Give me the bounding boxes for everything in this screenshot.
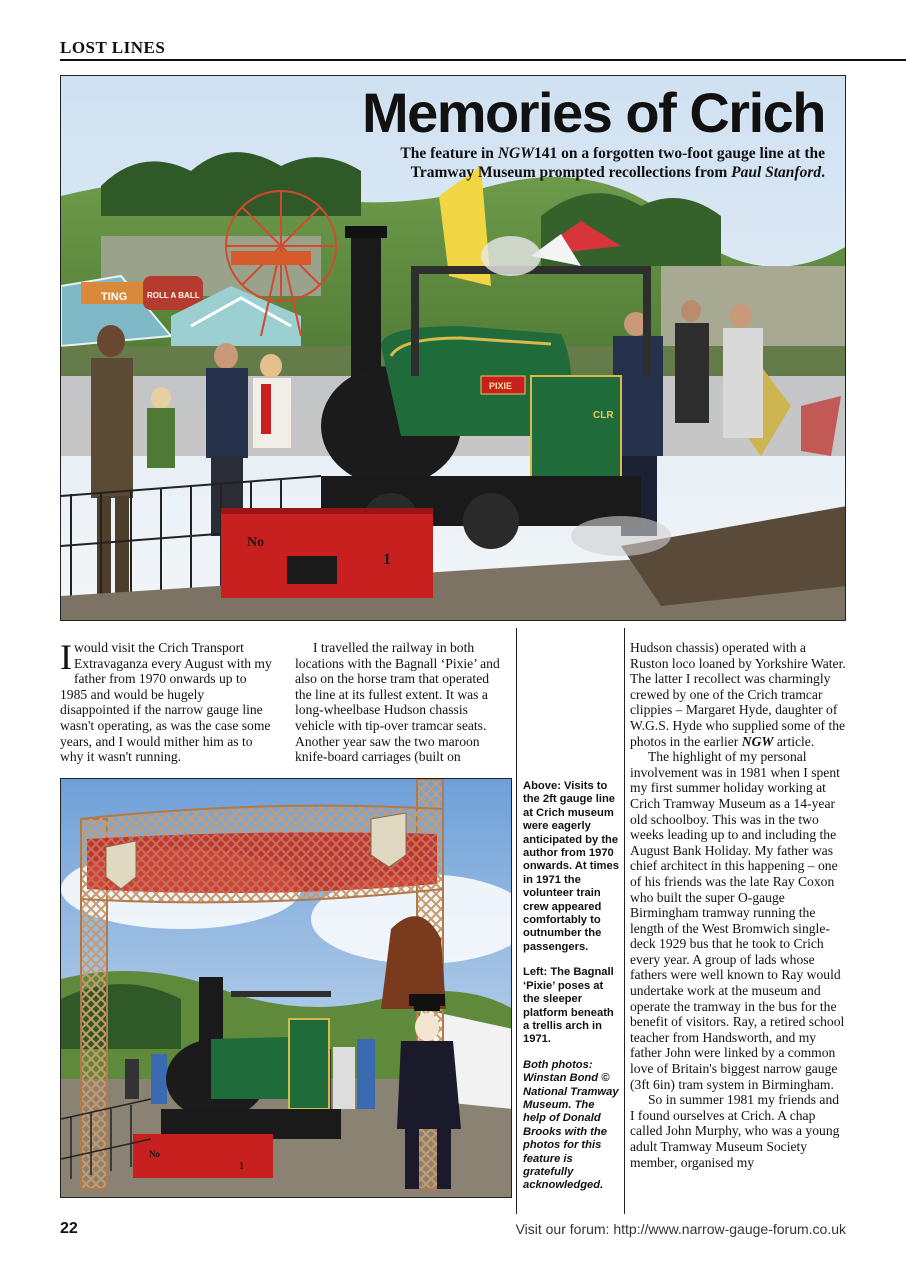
hero-photo bbox=[60, 75, 846, 621]
loco-side-lettering: CLR bbox=[593, 410, 614, 421]
forum-link[interactable]: Visit our forum: http://www.narrow-gauge-forum.co.uk bbox=[515, 1221, 846, 1237]
photo-captions bbox=[523, 780, 620, 1205]
paragraph: So in summer 1981 my friends and I found ourselves at Crich. A chap called John Murphy, who was a young adult Tramway Museum Society member, organised my bbox=[630, 1092, 840, 1170]
section-rule bbox=[60, 59, 906, 61]
paragraph bbox=[60, 637, 276, 765]
section-label: LOST LINES bbox=[60, 38, 166, 57]
article-title: Memories of Crich bbox=[361, 81, 825, 144]
standfirst-mag: NGW bbox=[497, 145, 534, 162]
page-number: 22 bbox=[60, 1220, 78, 1237]
drop-cap: I bbox=[60, 637, 72, 677]
paragraph: The highlight of my personal involvement was in 1981 when I spent my first summer holiday working at Crich Tramway Museum as a 14-year old schoolboy. This was in the two weeks leading up to and including the August Bank Holiday. My father was chief architect in this happening – one of his friends was the late Ray Coxon who built the super O-gauge Birmingham tramway running the length of the West Bromwich single-deck 1929 bus that he took to Crich every year. A group of lads whose fathers were well known to Ray would undertake work at the museum and operate the tramway in the bus for the benefit of visitors. Ray, a retired school teacher from Handsworth, and my father John were linked by a common love of Britain's biggest narrow gauge (3ft 6in) tram system in Birmingham. bbox=[630, 749, 845, 1092]
trellis-arch-illustration bbox=[61, 779, 512, 1198]
column-rule-left bbox=[516, 628, 517, 1214]
paragraph: I travelled the railway in both locations with the Bagnall ‘Pixie’ and also on the horse tram that operated the line at its fullest extent. It was a long-wheelbase Hudson chassis vehicle with tip-over tramcar seats. Another year saw the two maroon knife-board carriages (built on bbox=[295, 640, 500, 765]
caption-above: Above: Visits to the 2ft gauge line at Crich museum were eagerly anticipated by the author from 1970 onwards. At times in 1971 the volunteer train crew appeared comfortably to outnumber the passengers. bbox=[523, 780, 619, 953]
article-column-3 bbox=[630, 640, 846, 1170]
article-standfirst bbox=[345, 144, 825, 183]
buffer-number-prefix: No bbox=[247, 535, 265, 550]
paragraph bbox=[630, 640, 846, 749]
photo2-buffer-number: 1 bbox=[239, 1161, 244, 1172]
article-column-2 bbox=[295, 640, 507, 765]
column-rule-right bbox=[624, 628, 625, 1214]
standfirst-text-b: 141 on a forgotten two-foot gauge line at the Tramway Museum prompted recollections from bbox=[410, 145, 825, 182]
roll-sign-text: ROLL A BALL bbox=[147, 291, 200, 300]
photo2-buffer-prefix: No bbox=[149, 1149, 160, 1159]
paragraph-text: would visit the Crich Transport Extravaganza every August with my father from 1970 onwards up to 1985 and would be hugely disappointed if the narrow gauge line wasn't operating, as was the case some years, and I would mither him as to why it wasn't running. bbox=[60, 640, 272, 765]
loco-nameplate: PIXIE bbox=[489, 381, 513, 391]
paragraph-text: Hudson chassis) operated with a Ruston loco loaned by Yorkshire Water. The latter I recollect was charmingly crewed by one of the Crich tramcar clippies – Margaret Hyde, daughter of W.G.S. Hyde who supplied some of the photos in the earlier bbox=[630, 640, 846, 749]
photo-credit: Both photos: Winstan Bond © National Tramway Museum. The help of Donald Brooks with the photos for this feature is gratefully acknowledged. bbox=[523, 1058, 619, 1192]
magazine-abbrev: NGW bbox=[741, 733, 774, 749]
buffer-number: 1 bbox=[383, 551, 391, 568]
standfirst-text-c: . bbox=[821, 164, 825, 182]
paragraph-text: article. bbox=[773, 733, 815, 749]
article-column-1 bbox=[60, 637, 276, 765]
standfirst-author: Paul Stanford bbox=[731, 164, 822, 182]
fair-sign-text: TING bbox=[101, 291, 128, 303]
standfirst-text-a: The feature in bbox=[400, 145, 498, 162]
trellis-arch-photo bbox=[60, 778, 512, 1198]
caption-left: Left: The Bagnall ‘Pixie’ poses at the sleeper platform beneath a trellis arch in 1971. bbox=[523, 966, 614, 1046]
